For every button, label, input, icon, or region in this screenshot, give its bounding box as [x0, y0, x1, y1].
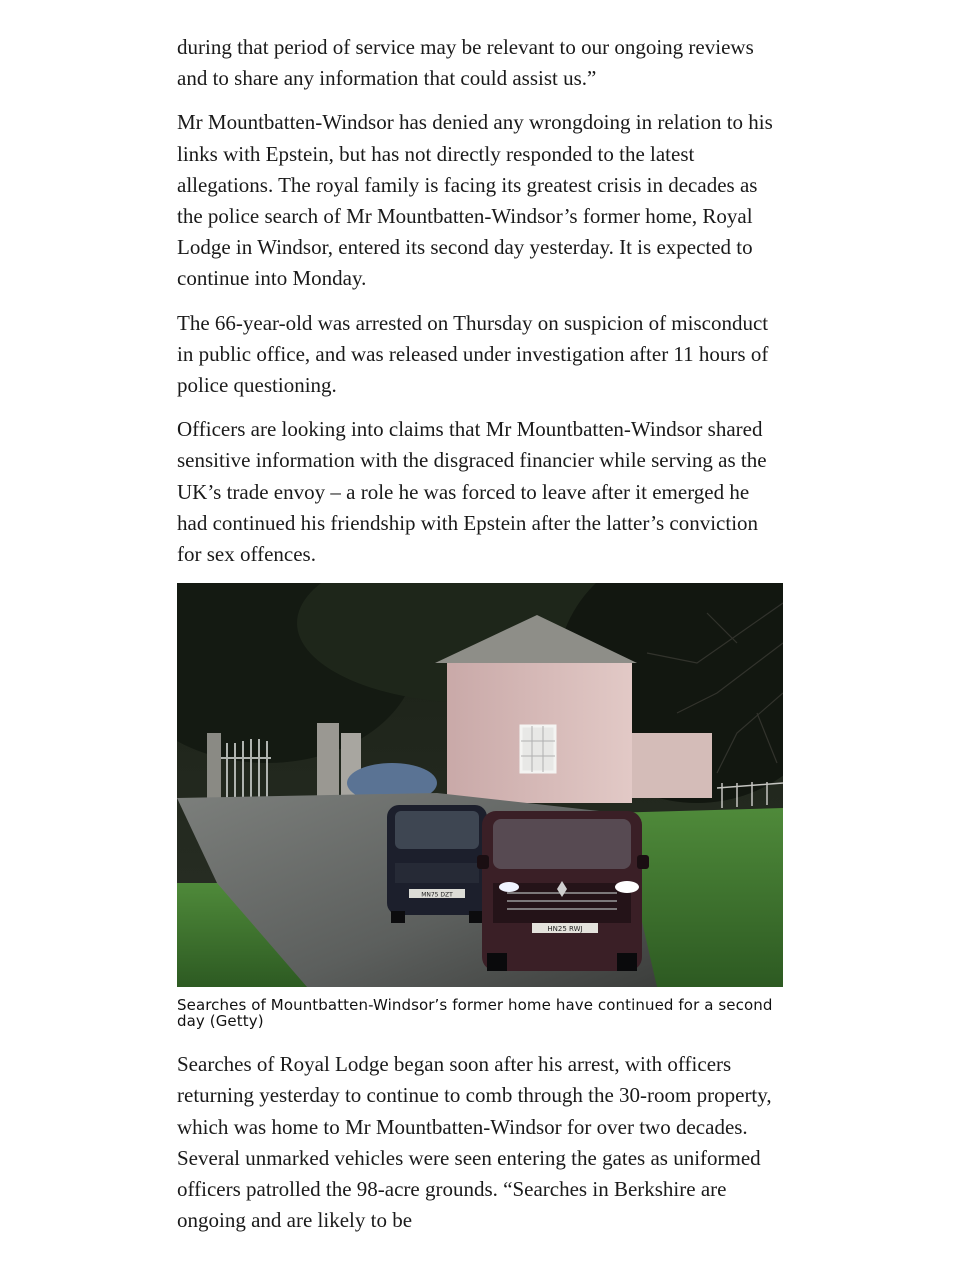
- article-photo[interactable]: [177, 583, 783, 987]
- article-paragraph-1: during that period of service may be relevant to our ongoing reviews and to share any information that could assist us.”: [177, 35, 754, 91]
- article-paragraph-4: Officers are looking into claims that Mr Mountbatten-Windsor shared sensitive information with the disgraced financier while serving as the UK’s trade envoy – a role he was forced to leave after it emerged he had continued his friendship with Epstein after the latter’s conviction for sex offences.: [177, 417, 767, 567]
- article-paragraph-5: Searches of Royal Lodge began soon after his arrest, with officers returning yesterday to continue to comb through the 30-room property, which was home to Mr Mountbatten-Windsor for over two decades. Several unmarked vehicles were seen entering the gates as uniformed officers patrolled the 98-acre grounds. “Searches in Berkshire are ongoing and are likely to be: [177, 1052, 772, 1233]
- article-figure: [177, 583, 783, 1029]
- rear-number-plate: MN75 DZT: [421, 891, 453, 899]
- front-number-plate: HN25 RWJ: [547, 925, 583, 934]
- article-paragraph-3: The 66-year-old was arrested on Thursday on suspicion of misconduct in public office, and was released under investigation after 11 hours of police questioning.: [177, 310, 769, 398]
- article-paragraph-2: Mr Mountbatten-Windsor has denied any wrongdoing in relation to his links with Epstein, but has not directly responded to the latest allegations. The royal family is facing its greatest crisis in decades as the police search of Mr Mountbatten-Windsor’s former home, Royal Lodge in Windsor, entered its second day yesterday. It is expected to continue into Monday.: [177, 110, 773, 291]
- article-body: [177, 32, 783, 1249]
- photo-caption: Searches of Mountbatten-Windsor’s former home have continued for a second day (Getty): [177, 996, 773, 1031]
